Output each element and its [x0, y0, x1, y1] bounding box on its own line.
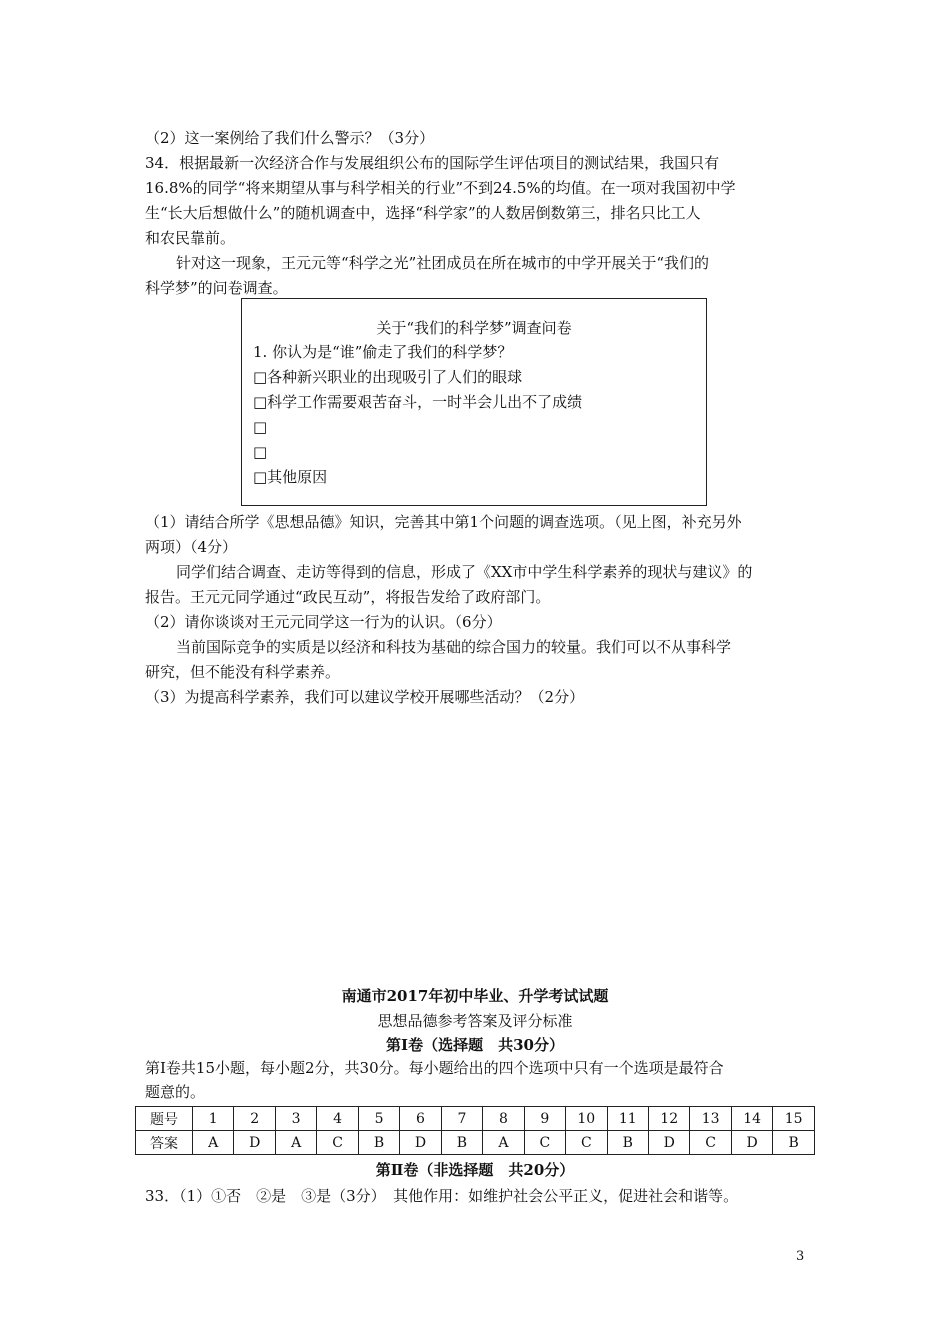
- table-cell: 1: [193, 1107, 234, 1131]
- row-label: 题号: [136, 1107, 193, 1131]
- survey-option: □科学工作需要艰苦奋斗，一时半会儿出不了成绩: [253, 393, 583, 411]
- paragraph-line: 同学们结合调查、走访等得到的信息，形成了《XX市中学生科学素养的现状与建议》的: [176, 563, 753, 581]
- question-34-1: 两项）（4分）: [145, 538, 238, 556]
- paragraph-line: 科学梦”的问卷调查。: [145, 279, 288, 297]
- table-cell: 12: [648, 1107, 689, 1131]
- table-cell: A: [483, 1131, 524, 1155]
- paragraph-line: 报告。王元元同学通过“政民互动”，将报告发给了政府部门。: [145, 588, 551, 606]
- table-cell: 10: [566, 1107, 607, 1131]
- question-34-line: 和农民靠前。: [145, 229, 236, 247]
- survey-option: □: [253, 443, 268, 461]
- table-cell: 2: [234, 1107, 275, 1131]
- table-cell: 15: [773, 1107, 815, 1131]
- table-cell: D: [648, 1131, 689, 1155]
- q33-answer: 33．（1）①否 ②是 ③是（3分） 其他作用：如维护社会公平正义，促进社会和谐等。: [145, 1187, 739, 1205]
- table-cell: C: [317, 1131, 358, 1155]
- paragraph-line: 当前国际竞争的实质是以经济和科技为基础的综合国力的较量。我们可以不从事科学: [176, 638, 732, 656]
- question-34-line: 16.8%的同学“将来期望从事与科学相关的行业”不到24.5%的均值。在一项对我国初中学: [145, 179, 736, 197]
- table-cell: C: [566, 1131, 607, 1155]
- survey-option: □其他原因: [253, 468, 328, 486]
- survey-option: □: [253, 418, 268, 436]
- part1-heading: 第Ⅰ卷（选择题 共30分）: [386, 1036, 564, 1054]
- table-cell: A: [193, 1131, 234, 1155]
- survey-box: [241, 298, 707, 506]
- question-34-3: （3）为提高科学素养，我们可以建议学校开展哪些活动？（2分）: [145, 688, 585, 706]
- table-cell: 9: [524, 1107, 565, 1131]
- question-33-2: （2）这一案例给了我们什么警示？（3分）: [145, 129, 435, 147]
- answer-key-title: 南通市2017年初中毕业、升学考试试题: [341, 987, 609, 1005]
- table-cell: B: [441, 1131, 482, 1155]
- table-cell: 3: [275, 1107, 316, 1131]
- table-cell: B: [358, 1131, 399, 1155]
- table-cell: 4: [317, 1107, 358, 1131]
- table-cell: D: [731, 1131, 772, 1155]
- table-cell: 7: [441, 1107, 482, 1131]
- part1-description: 第Ⅰ卷共15小题，每小题2分，共30分。每小题给出的四个选项中只有一个选项是最符合: [145, 1059, 724, 1077]
- paragraph-line: 针对这一现象，王元元等“科学之光”社团成员在所在城市的中学开展关于“我们的: [176, 254, 710, 272]
- answer-table: [135, 1106, 815, 1155]
- part2-heading: 第Ⅱ卷（非选择题 共20分）: [375, 1161, 575, 1179]
- part1-description: 题意的。: [145, 1083, 206, 1101]
- page-number: 3: [796, 1249, 805, 1264]
- table-row-answers: [136, 1131, 815, 1155]
- table-cell: C: [524, 1131, 565, 1155]
- table-cell: D: [234, 1131, 275, 1155]
- survey-option: □各种新兴职业的出现吸引了人们的眼球: [253, 368, 523, 386]
- row-label: 答案: [136, 1131, 193, 1155]
- table-cell: D: [400, 1131, 441, 1155]
- question-34-1: （1）请结合所学《思想品德》知识，完善其中第1个问题的调查选项。（见上图，补充另外: [145, 513, 742, 531]
- table-cell: 13: [690, 1107, 731, 1131]
- table-cell: B: [607, 1131, 648, 1155]
- paragraph-line: 研究，但不能没有科学素养。: [145, 663, 341, 681]
- table-cell: 5: [358, 1107, 399, 1131]
- survey-question: 1. 你认为是“谁”偷走了我们的科学梦？: [253, 343, 513, 361]
- table-cell: 14: [731, 1107, 772, 1131]
- table-cell: C: [690, 1131, 731, 1155]
- answer-key-subtitle: 思想品德参考答案及评分标准: [377, 1012, 573, 1030]
- table-row-numbers: [136, 1107, 815, 1131]
- table-cell: 6: [400, 1107, 441, 1131]
- table-cell: 11: [607, 1107, 648, 1131]
- table-cell: B: [773, 1131, 815, 1155]
- question-34-line: 34．根据最新一次经济合作与发展组织公布的国际学生评估项目的测试结果，我国只有: [145, 154, 720, 172]
- table-cell: 8: [483, 1107, 524, 1131]
- table-cell: A: [275, 1131, 316, 1155]
- question-34-line: 生“长大后想做什么”的随机调查中，选择“科学家”的人数居倒数第三，排名只比工人: [145, 204, 701, 222]
- survey-title: 关于“我们的科学梦”调查问卷: [376, 319, 572, 337]
- question-34-2: （2）请你谈谈对王元元同学这一行为的认识。（6分）: [145, 613, 502, 631]
